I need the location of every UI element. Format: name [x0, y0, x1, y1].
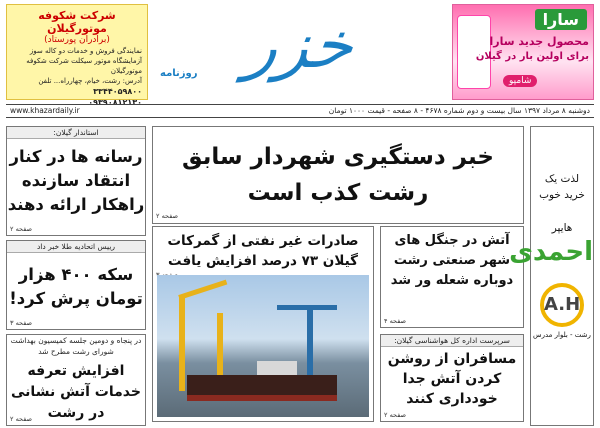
story-forest-fire[interactable]	[380, 226, 524, 328]
page-ref: صفحه ۴	[384, 317, 407, 325]
ad-motor-company[interactable]	[6, 4, 148, 107]
issue-date: دوشنبه ۸ مرداد ۱۳۹۷ سال بیست و دوم شماره ۴۶۷۸ - ۸ صفحه - قیمت ۱۰۰۰ تومان	[328, 106, 590, 115]
ad-phone: ۰۹۳۹۰۸۱۲۱۳۰	[88, 98, 142, 107]
story-fire-fees[interactable]	[6, 334, 146, 426]
ah-logo-icon: A.H	[540, 283, 584, 327]
story-headline: افزایش تعرفه خدمات آتش نشانی در رشت	[11, 363, 141, 421]
ad-line: هایپر	[551, 222, 573, 234]
ad-line: لذت یک	[544, 173, 580, 185]
lead-story[interactable]	[152, 126, 524, 224]
page-ref: صفحه ۲	[384, 411, 407, 419]
page-ref: صفحه ۲	[156, 212, 179, 220]
story-headline: سکه ۴۰۰ هزار تومان پرش کرد!	[9, 265, 143, 308]
ship-hull	[187, 395, 337, 401]
story-kicker: سرپرست اداره کل هواشناسی گیلان:	[381, 335, 523, 347]
page-ref: صفحه ۲	[10, 415, 33, 423]
ad-company-name: شرکت شکوفه موتورگیلان	[38, 9, 116, 35]
story-gold-coin[interactable]	[6, 240, 146, 330]
ad-phone: ۳۳۴۴۰۵۹۸۰۰	[93, 87, 142, 96]
masthead-subtitle: روزنامه	[160, 68, 198, 79]
ad-line: محصول جدید سارا	[489, 35, 589, 48]
ad-line: نمایندگی فروش و خدمات دو کاله سوز	[29, 47, 142, 55]
ad-line: آزمایشگاه موتور سیکلت شرکت شکوفه موتورگیلان	[26, 57, 142, 75]
story-kicker: استاندار گیلان:	[7, 127, 145, 139]
story-governor[interactable]	[6, 126, 146, 236]
masthead	[150, 2, 446, 100]
crane-arm	[277, 305, 337, 310]
newspaper-logo: خزر	[241, 9, 359, 83]
crane-icon	[179, 295, 185, 391]
ad-line: برای اولین بار در گیلان	[475, 51, 589, 62]
ad-brand: سارا	[535, 9, 587, 30]
story-exports[interactable]	[152, 226, 374, 422]
story-kicker: رییس اتحادیه طلا خبر داد	[7, 241, 145, 253]
crane-arm	[178, 280, 227, 300]
lead-headline: خبر دستگیری شهردار سابق رشت کذب است	[182, 144, 494, 206]
story-headline: مسافران از روشن کردن آتش جدا خودداری کنند	[387, 351, 517, 407]
story-kicker: در پنجاه و دومین جلسه کمیسیون بهداشت شورای رشت مطرح شد	[10, 336, 142, 356]
issue-info-strip	[6, 104, 594, 118]
ad-badge: شامپو	[503, 75, 537, 87]
story-headline: آتش در جنگل های شهر صنعتی رشت دوباره شعله ور شد	[390, 233, 514, 288]
story-headline: رسانه ها در کنار انتقاد سازنده راهکار ارائه دهند	[7, 147, 145, 214]
ad-address: رشت - بلوار مدرس	[533, 331, 591, 339]
ad-hyper-ahmadi[interactable]	[509, 126, 594, 426]
ad-sara-shampoo[interactable]	[452, 4, 594, 100]
ad-brand: احمدی	[509, 237, 593, 267]
ad-line: آدرس: رشت، خیام، چهارراه... تلفن	[38, 77, 142, 85]
story-weather[interactable]	[380, 334, 524, 422]
page-ref: صفحه ۳	[10, 319, 33, 327]
page-ref: صفحه ۲	[10, 225, 33, 233]
ad-line: خرید خوب	[539, 189, 585, 201]
ad-company-sub: (برادران پورستاد)	[44, 35, 110, 45]
website-link[interactable]: www.khazardaily.ir	[10, 106, 80, 115]
story-headline: صادرات غیر نفتی از گمرکات گیلان ۷۳ درصد افزایش یافت	[167, 233, 359, 269]
port-photo	[157, 275, 369, 417]
